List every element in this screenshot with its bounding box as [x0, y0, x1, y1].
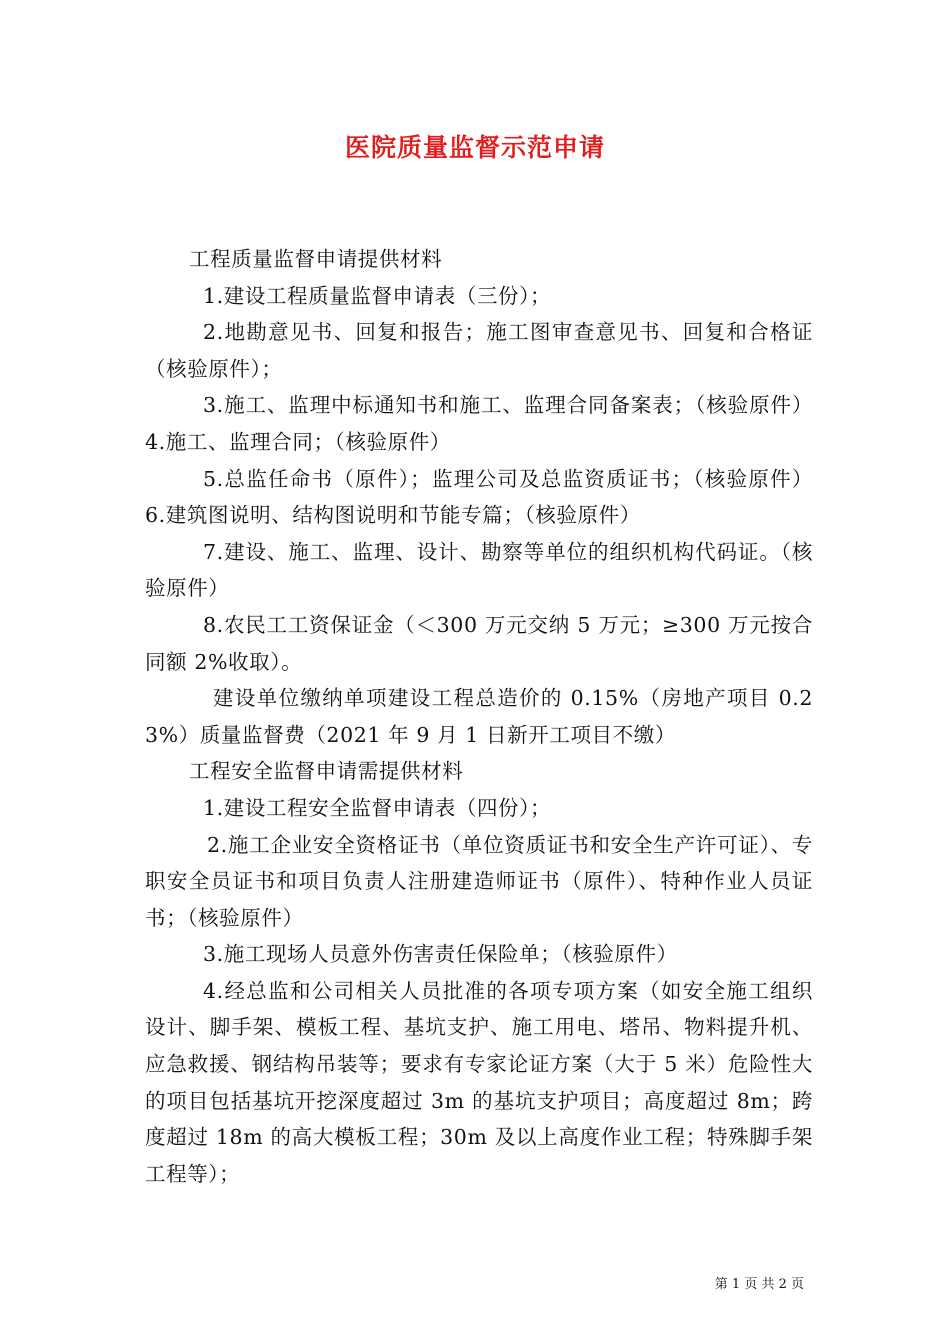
paragraph: 1.建设工程质量监督申请表（三份）；: [203, 283, 552, 308]
paragraph: 2.施工企业安全资格证书（单位资质证书和安全生产许可证）、专职安全员证书和项目负责人注册建造师证书（原件）、特种作业人员证书；（核验原件）: [145, 832, 813, 930]
page-title: 医院质量监督示范申请: [344, 133, 605, 162]
paragraph: 3.施工现场人员意外伤害责任保险单；（核验原件）: [203, 942, 678, 967]
section-heading-safety: 工程安全监督申请需提供材料: [189, 759, 464, 784]
page-number: 第 1 页 共 2 页: [714, 1277, 804, 1292]
paragraph: 4.经总监和公司相关人员批准的各项专项方案（如安全施工组织设计、脚手架、模板工程、基坑支护、施工用电、塔吊、物料提升机、应急救援、钢结构吊装等；要求有专家论证方案（大于 5 米）危险性大的项目包括基坑开挖深度超过 3m 的基坑支护项目；高度超过 8m；跨度超过 18m 的高大模板工程；30m 及以上高度作业工程；特殊脚手架工程等）；: [145, 978, 813, 1186]
paragraph: 建设单位缴纳单项建设工程总造价的 0.15%（房地产项目 0.23%）质量监督费（2021 年 9 月 1 日新开工项目不缴）: [145, 686, 813, 747]
document-body: [145, 241, 813, 1192]
paragraph: 3.施工、监理中标通知书和施工、监理合同备案表；（核验原件） 4.施工、监理合同；（核验原件）: [145, 393, 813, 454]
paragraph: 5.总监任命书（原件）；监理公司及总监资质证书；（核验原件） 6.建筑图说明、结构图说明和节能专篇；（核验原件）: [145, 466, 813, 528]
paragraph: 1.建设工程安全监督申请表（四份）；: [203, 795, 552, 820]
section-heading-quality: 工程质量监督申请提供材料: [189, 247, 443, 271]
paragraph: 2.地勘意见书、回复和报告；施工图审查意见书、回复和合格证（核验原件）；: [145, 320, 813, 381]
paragraph: 7.建设、施工、监理、设计、勘察等单位的组织机构代码证。（核验原件）: [145, 539, 813, 601]
paragraph: 8.农民工工资保证金（＜300 万元交纳 5 万元；≥300 万元按合同额 2%收取）。: [145, 612, 813, 674]
